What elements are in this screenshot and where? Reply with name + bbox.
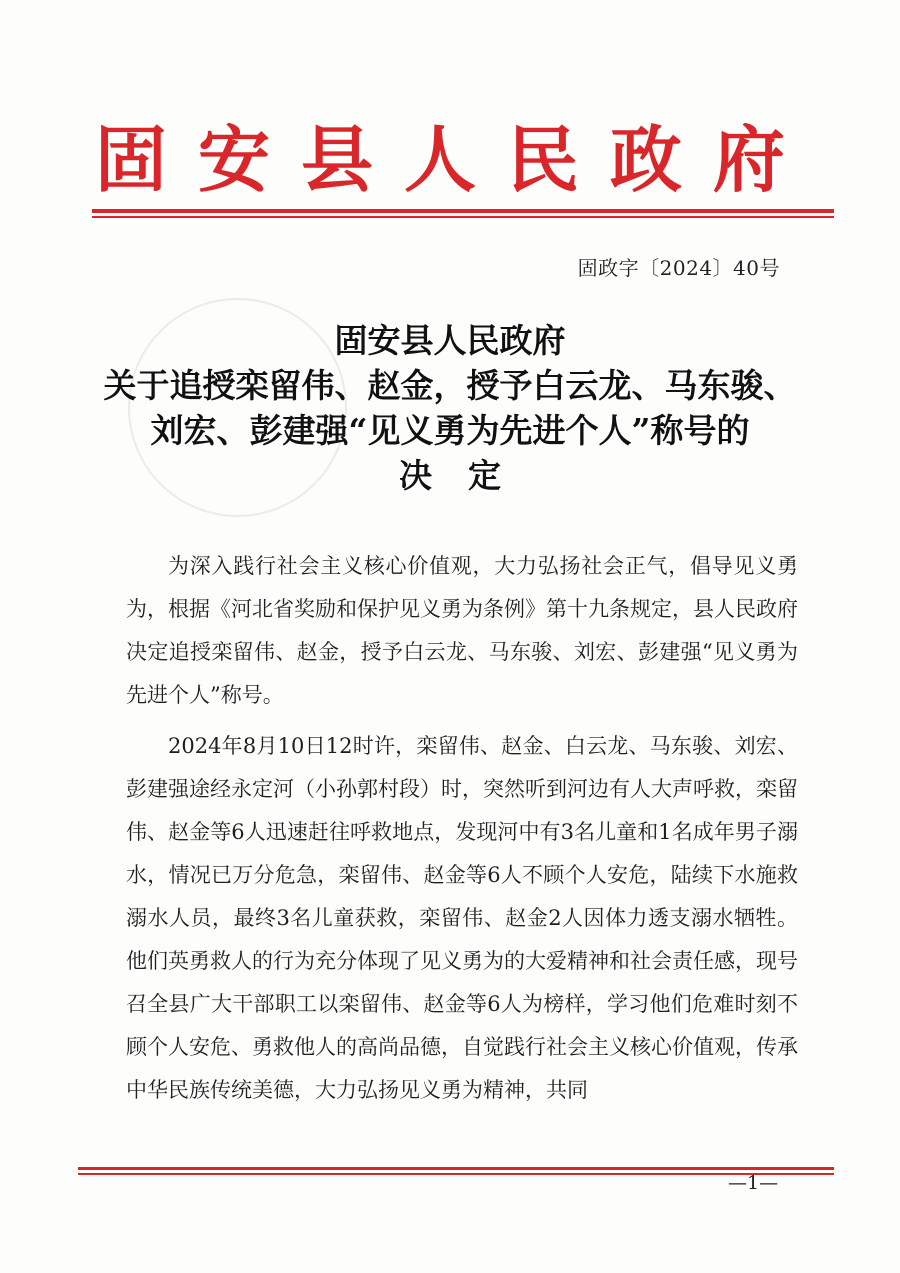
- masthead-char: 安: [197, 117, 270, 202]
- masthead-char: 县: [300, 117, 373, 202]
- title-line-3: 刘宏、彭建强“见义勇为先进个人”称号的: [150, 411, 750, 450]
- title-line-1: 固安县人民政府: [334, 321, 566, 360]
- document-title: [60, 318, 840, 498]
- page-number: —1—: [728, 1172, 779, 1194]
- title-line-4: 决定: [399, 456, 537, 495]
- masthead-char: 民: [506, 117, 579, 202]
- masthead-char: 府: [712, 117, 785, 202]
- document-body: [126, 545, 798, 1120]
- body-paragraph: 2024年8月10日12时许，栾留伟、赵金、白云龙、马东骏、刘宏、彭建强途经永定河（小孙郭村段）时，突然听到河边有人大声呼救，栾留伟、赵金等6人迅速赶往呼救地点，发现河中有3名儿童和1名成年男子溺水，情况已万分危急，栾留伟、赵金等6人不顾个人安危，陆续下水施救溺水人员，最终3名儿童获救，栾留伟、赵金2人因体力透支溺水牺牲。他们英勇救人的行为充分体现了见义勇为的大爱精神和社会责任感，现号召全县广大干部职工以栾留伟、赵金等6人为榜样，学习他们危难时刻不顾个人安危、勇救他人的高尚品德，自觉践行社会主义核心价值观，传承中华民族传统美德，大力弘扬见义勇为精神，共同: [126, 734, 798, 1102]
- body-paragraph: 为深入践行社会主义核心价值观，大力弘扬社会正气，倡导见义勇为，根据《河北省奖励和保护见义勇为条例》第十九条规定，县人民政府决定追授栾留伟、赵金，授予白云龙、马东骏、刘宏、彭建强“见义勇为先进个人”称号。: [126, 554, 798, 707]
- footer-rule-thin: [78, 1173, 834, 1175]
- masthead: [95, 118, 785, 202]
- title-line-2: 关于追授栾留伟、赵金，授予白云龙、马东骏、: [103, 366, 797, 405]
- footer-rule-thick: [78, 1167, 834, 1170]
- masthead-char: 政: [609, 117, 682, 202]
- masthead-char: 人: [403, 117, 476, 202]
- header-rule-thin: [92, 216, 834, 218]
- header-rule-thick: [92, 209, 834, 213]
- document-number: 固政字〔2024〕40号: [577, 256, 780, 280]
- masthead-char: 固: [95, 117, 168, 202]
